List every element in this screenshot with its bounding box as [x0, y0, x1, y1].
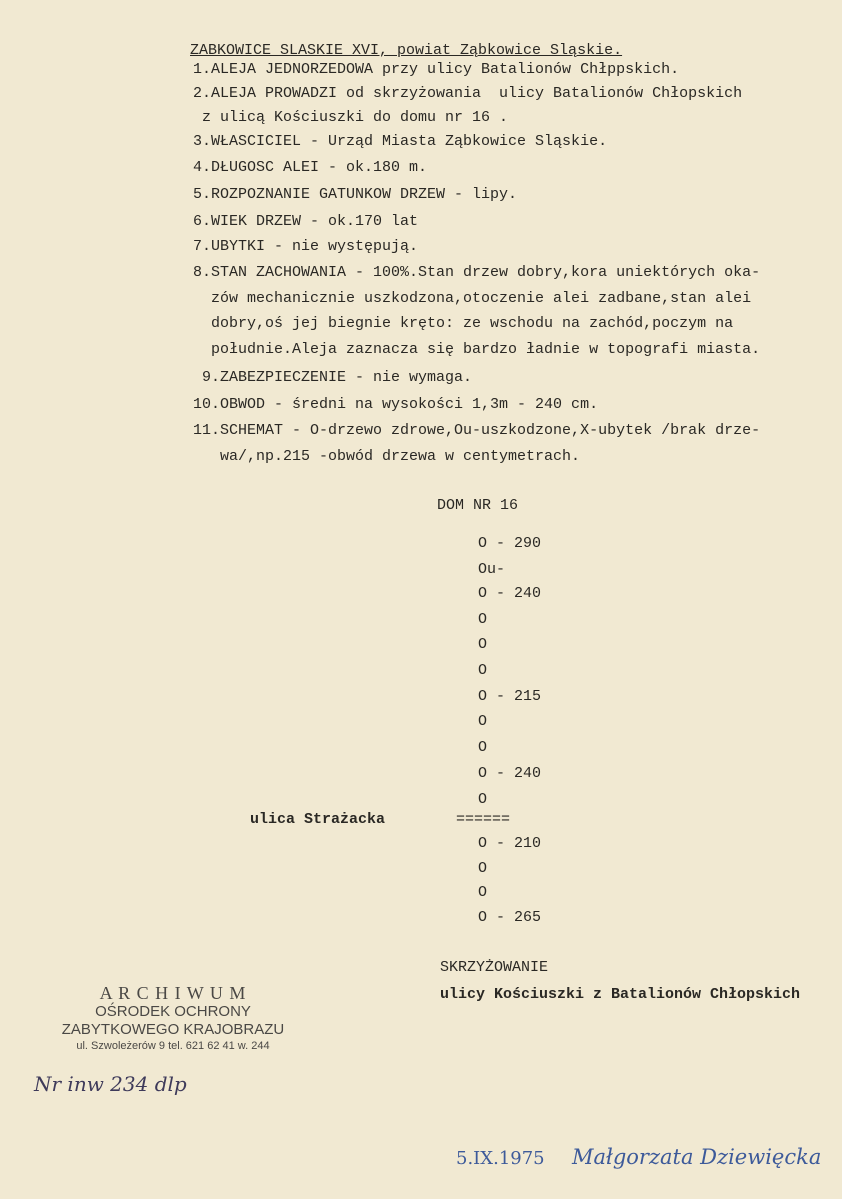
stamp-line-2: OŚRODEK OCHRONY — [95, 1003, 251, 1020]
tree-entry: O - 210 — [478, 835, 542, 852]
tree-entry: O — [478, 860, 488, 877]
tree-entry: O - 290 — [478, 535, 542, 552]
tree-entry: O — [478, 791, 488, 808]
stamp-line-3: ZABYTKOWEGO KRAJOBRAZU — [61, 1021, 285, 1038]
document-line: 1.ALEJA JEDNORZEDOWA przy ulicy Batalionów Chłppskich. — [193, 61, 680, 78]
document-line: zów mechanicznie uszkodzona,otoczenie alei zadbane,stan alei — [193, 290, 752, 307]
document-header: ZABKOWICE SLASKIE XVI, powiat Ząbkowice Sląskie. — [190, 42, 623, 59]
document-line: południe.Aleja zaznacza się bardzo ładnie w topografi miasta. — [193, 341, 761, 358]
tree-entry: O - 240 — [478, 765, 542, 782]
document-line: 2.ALEJA PROWADZI od skrzyżowania ulicy Batalionów Chłopskich — [193, 85, 743, 102]
document-line: 10.OBWOD - średni na wysokości 1,3m - 240 cm. — [193, 396, 599, 413]
signature-date: 5.IX.1975 — [456, 1148, 545, 1169]
tree-entry: O — [478, 636, 488, 653]
stamp-line-1: A R C H I W U M — [99, 983, 247, 1003]
document-line: 6.WIEK DRZEW - ok.170 lat — [193, 213, 419, 230]
document-line: dobry,oś jej biegnie kręto: ze wschodu na zachód,poczym na — [193, 315, 734, 332]
signature: Małgorzata Dziewięcka — [572, 1145, 822, 1169]
stamp-line-4: ul. Szwoleżerów 9 tel. 621 62 41 w. 244 — [76, 1040, 270, 1052]
tree-entry: O — [478, 884, 488, 901]
document-line: 5.ROZPOZNANIE GATUNKOW DRZEW - lipy. — [193, 186, 518, 203]
schema-bottom-sub: ulicy Kościuszki z Batalionów Chłopskich — [440, 986, 801, 1003]
schema-top-label: DOM NR 16 — [437, 497, 519, 514]
document-line: 4.DŁUGOSC ALEI - ok.180 m. — [193, 159, 428, 176]
tree-entry: O - 215 — [478, 688, 542, 705]
document-line: wa/,np.215 -obwód drzewa w centymetrach. — [193, 448, 581, 465]
document-line: 8.STAN ZACHOWANIA - 100%.Stan drzew dobry,kora uniektórych oka- — [193, 264, 761, 281]
tree-entry: O — [478, 739, 488, 756]
tree-entry: O - 240 — [478, 585, 542, 602]
side-street-label: ulica Strażacka — [250, 811, 386, 828]
schema-bottom-label: SKRZYŻOWANIE — [440, 959, 549, 976]
crossing-marker: ====== — [456, 811, 511, 828]
tree-entry: O - 265 — [478, 909, 542, 926]
document-line: 11.SCHEMAT - O-drzewo zdrowe,Ou-uszkodzone,X-ubytek /brak drze- — [193, 422, 761, 439]
tree-entry: Ou- — [478, 561, 506, 578]
tree-entry: O — [478, 662, 488, 679]
document-line: 3.WŁASCICIEL - Urząd Miasta Ząbkowice Sląskie. — [193, 133, 608, 150]
inventory-note: Nr inw 234 dlp — [34, 1072, 187, 1096]
document-line: 9.ZABEZPIECZENIE - nie wymaga. — [193, 369, 473, 386]
document-line: 7.UBYTKI - nie występują. — [193, 238, 419, 255]
tree-entry: O — [478, 611, 488, 628]
tree-entry: O — [478, 713, 488, 730]
document-line: z ulicą Kościuszki do domu nr 16 . — [193, 109, 509, 126]
